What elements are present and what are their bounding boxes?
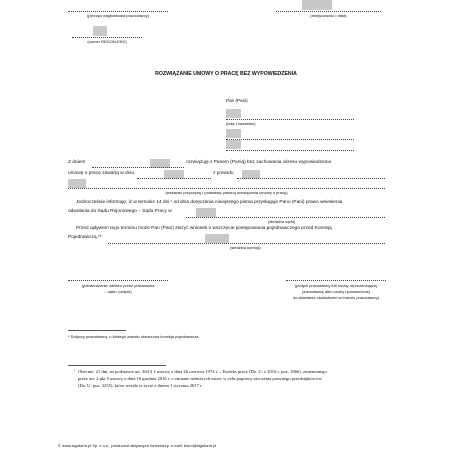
employee-signature-caption-1: (potwierdzenie odbioru przez pracownika xyxy=(81,283,155,288)
contract-date-line xyxy=(137,178,211,179)
reason-caption: (wskazać przyczynę i podstawę prawną rozwiązania umowy o pracę) xyxy=(165,190,288,195)
footnote-1-line-1: Obecnie: 21 dni, na podstawie art. 264 § 1 ustawy z dnia 26 czerwca 1974 r. – Kodeks pracy (Dz. U. z 2016 r. poz. 1666), zmienionego xyxy=(78,369,327,374)
commission-caption: (siedziba komisji) xyxy=(230,245,261,250)
stamp-dotted-line xyxy=(68,11,168,12)
addressee-address-line-2 xyxy=(226,150,354,151)
paragraph-commission-line-2: Pojednawczą.** xyxy=(68,235,102,240)
paragraph-appeal-line-1: Jednocześnie informuję, iż w terminie 14 dni ¹ od dnia doręczenia niniejszego pisma przysługuje Panu (Pani) prawo wniesienia xyxy=(76,200,343,205)
regon-field[interactable] xyxy=(93,26,107,36)
addressee-pan-label: Pan (Pani) xyxy=(226,98,248,103)
commission-line xyxy=(108,243,385,244)
addressee-name-caption: (imię i nazwisko) xyxy=(226,121,256,126)
footnote-1-line-2: przez art. 2 pkt 5 ustawy z dnia 16 grudnia 2016 r. o zmianie niektórych ustaw w celu poprawy otoczenia prawnego przedsiębiorców xyxy=(78,376,323,381)
addressee-name-field[interactable] xyxy=(226,109,241,118)
employer-signature-caption-1: (podpis pracodawcy lub osoby reprezentującej xyxy=(294,283,378,288)
body-with-date-label: Z dniem xyxy=(68,160,86,165)
paragraph-commission-line-1: Przed upływem tego terminu może Pan (Pani) złożyć wniosek o wszczęcie postępowania pojednawczego przed Komisją xyxy=(76,226,332,231)
paragraph-appeal-line-2: odwołania do Sądu Rejonowego – Sądu Pracy w xyxy=(68,209,172,214)
court-caption: (siedziba sądu) xyxy=(268,219,296,224)
footnote-1-separator xyxy=(68,365,166,366)
court-line xyxy=(186,217,385,218)
employee-signature-line xyxy=(68,280,168,281)
stamp-label: (pieczęć nagłówkowa pracodawcy) xyxy=(87,13,149,18)
place-date-field[interactable] xyxy=(302,0,332,10)
addressee-address-field-2[interactable] xyxy=(226,140,241,149)
addressee-address-line-1 xyxy=(226,139,354,140)
employer-signature-line xyxy=(286,280,386,281)
employee-signature-caption-2: – data i podpis) xyxy=(104,289,132,294)
termination-date-line xyxy=(92,167,184,168)
reason-field-2[interactable] xyxy=(68,179,86,188)
addressee-name-line xyxy=(226,119,354,120)
publisher-credit: © www.signform.pl Sp. z o.o., producent aktywnych formularzy, e-mail: biuro@signform.pl xyxy=(58,443,217,448)
body-reason-label: z powodu xyxy=(213,171,234,176)
addressee-address-field-1[interactable] xyxy=(226,129,241,138)
place-date-dotted-line xyxy=(276,11,381,12)
regon-dotted-line xyxy=(72,37,142,38)
footnote-star-text: * Dotyczy pracodawcy, u którego zostało utworzona komisja pojednawcza. xyxy=(68,334,200,339)
employer-signature-caption-3: do składania oświadczeń w imieniu pracodawcy) xyxy=(292,295,380,300)
footnote-star-separator xyxy=(68,330,126,331)
regon-label: (numer REGON-EKD) xyxy=(87,39,127,44)
footnote-1-marker: ¹ xyxy=(74,369,76,373)
reason-line xyxy=(237,178,385,179)
body-contract-date-label: umowę o pracę zawartą w dniu xyxy=(68,171,135,176)
place-date-label: (miejscowość i data) xyxy=(310,13,347,18)
body-termination-text: rozwiązuję z Panem (Panią) bez zachowania okresu wypowiedzenia xyxy=(186,160,332,165)
commission-field[interactable] xyxy=(205,234,229,243)
footnote-1-line-3: (Dz. U. poz. 2255), która weszła w życie z dniem 1 stycznia 2017 r. xyxy=(78,383,203,388)
employer-signature-caption-2: pracodawcę albo osoby upoważnionej xyxy=(302,289,370,294)
document-title: ROZWIĄZANIE UMOWY O PRACĘ BEZ WYPOWIEDZENIA xyxy=(155,71,297,77)
court-field[interactable] xyxy=(196,208,216,217)
reason-line-2 xyxy=(68,188,385,189)
